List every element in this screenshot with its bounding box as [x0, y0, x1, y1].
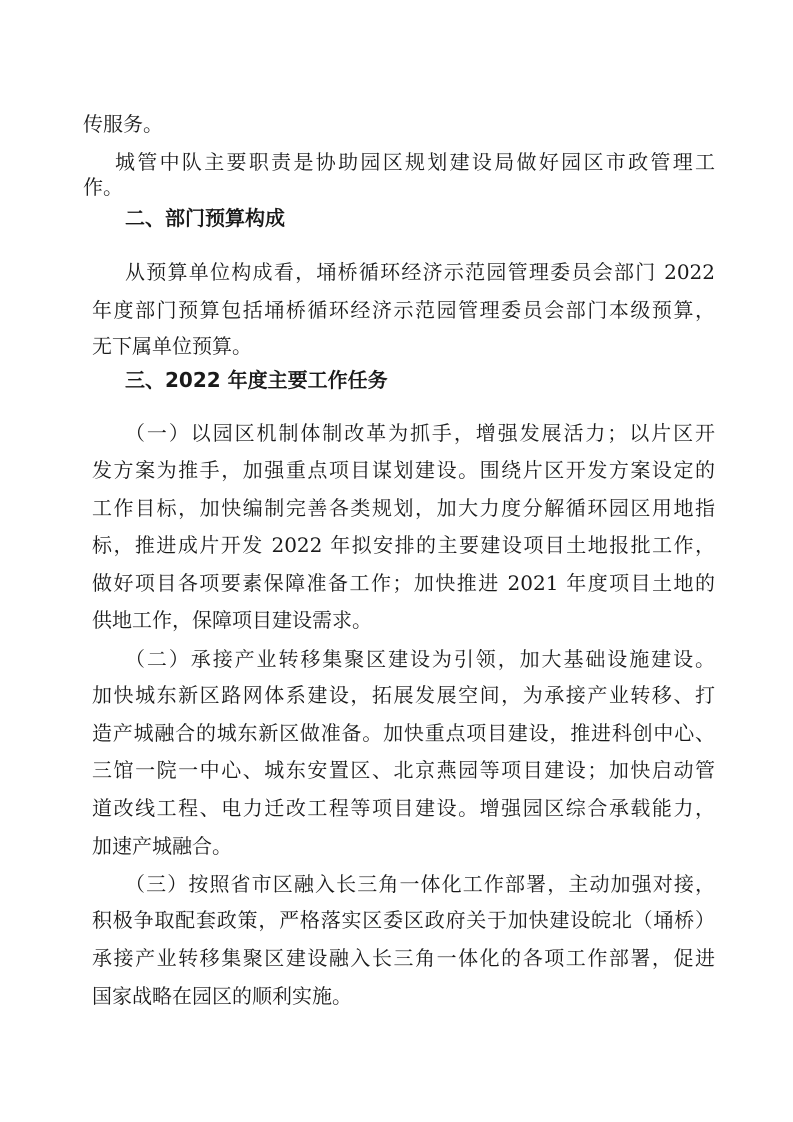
paragraph-line: 供地工作，保障项目建设需求。 [92, 608, 372, 632]
paragraph-line: 加速产城融合。 [92, 834, 232, 858]
paragraph-line: 标，推进成片开发 2022 年拟安排的主要建设项目土地报批工作， [92, 533, 715, 557]
paragraph-line: 从预算单位构成看，埇桥循环经济示范园管理委员会部门 2022 [125, 260, 715, 284]
paragraph-line: 道改线工程、电力迁改工程等项目建设。增强园区综合承载能力， [92, 796, 715, 820]
paragraph-line: 年度部门预算包括埇桥循环经济示范园管理委员会部门本级预算， [92, 298, 715, 322]
paragraph-line: 国家战略在园区的顺利实施。 [92, 984, 352, 1008]
paragraph-line: 作。 [83, 175, 123, 199]
paragraph-line: 积极争取配套政策，严格落实区委区政府关于加快建设皖北（埇桥） [92, 908, 715, 932]
paragraph-line: 承接产业转移集聚区建设融入长三角一体化的各项工作部署，促进 [92, 946, 715, 970]
paragraph-line: 城管中队主要职责是协助园区规划建设局做好园区市政管理工 [115, 150, 715, 174]
paragraph-line: 工作目标，加快编制完善各类规划，加大力度分解循环园区用地指 [92, 496, 715, 520]
paragraph-line: 无下属单位预算。 [92, 334, 252, 358]
paragraph-line: 发方案为推手，加强重点项目谋划建设。围绕片区开发方案设定的 [92, 458, 715, 482]
paragraph-line: （一）以园区机制体制改革为抓手，增强发展活力；以片区开 [125, 421, 715, 445]
section-heading: 三、2022 年度主要工作任务 [125, 368, 388, 392]
paragraph-line: 加快城东新区路网体系建设，拓展发展空间，为承接产业转移、打 [92, 683, 715, 707]
paragraph-line: （二）承接产业转移集聚区建设为引领，加大基础设施建设。 [125, 647, 715, 671]
paragraph-line: 三馆一院一中心、城东安置区、北京燕园等项目建设；加快启动管 [92, 758, 715, 782]
paragraph-line: 做好项目各项要素保障准备工作；加快推进 2021 年度项目土地的 [92, 571, 715, 595]
paragraph-line: （三）按照省市区融入长三角一体化工作部署，主动加强对接， [125, 872, 715, 896]
paragraph-line: 造产城融合的城东新区做准备。加快重点项目建设，推进科创中心、 [92, 721, 715, 745]
paragraph-line: 传服务。 [83, 112, 163, 136]
section-heading: 二、部门预算构成 [125, 206, 285, 230]
